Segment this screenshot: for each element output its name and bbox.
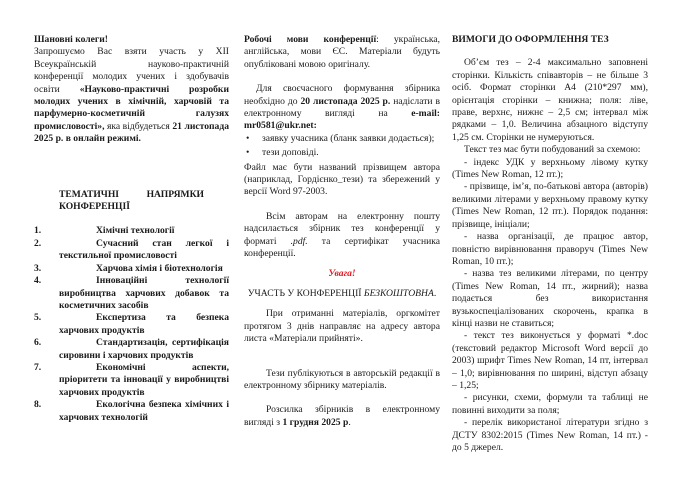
conference-date: 21 листопада 2025 р. в онлайн режимі. bbox=[34, 120, 229, 145]
scheme-item: - назва організації, де працює автор, повністю вирівнювання праворуч (Times New Roman, 10 пт.); bbox=[452, 231, 648, 267]
topic-label: Сучасний стан легкої і текстильної промисловості bbox=[59, 237, 229, 262]
submission-item bbox=[244, 147, 440, 159]
topic-item bbox=[34, 225, 229, 237]
topic-number: 6. bbox=[34, 337, 42, 349]
free-text: УЧАСТЬ У КОНФЕРЕНЦІЇ bbox=[247, 287, 364, 299]
topic-label: Інноваційні технології виробництва харчових добавок та косметичних засобів bbox=[59, 275, 229, 311]
topic-number: 2. bbox=[34, 237, 42, 249]
topic-label: Хімічні технології bbox=[96, 225, 175, 237]
topic-item bbox=[34, 337, 229, 362]
topic-item bbox=[34, 263, 229, 275]
authors-text-2: та сертифікат учасника конференції. bbox=[244, 235, 440, 260]
topic-item bbox=[34, 399, 229, 424]
deadline-text-2: надіслати в електронному вигляді на bbox=[244, 95, 440, 120]
topic-item bbox=[34, 275, 229, 312]
column-submission bbox=[244, 34, 440, 429]
topic-number: 7. bbox=[34, 361, 42, 373]
languages-paragraph bbox=[244, 34, 440, 71]
scheme-item: - прізвище, ім’я, по-батькові автора (авторів) великими літерами у верхньому правому кутку (Times New Roman, 12 пт.). Порядок подання: прізвище, ініціали; bbox=[452, 181, 648, 230]
topic-label: Економічні аспекти, пріоритети та інновації у виробництві харчових продуктів bbox=[59, 361, 229, 398]
deadline-date: 20 листопада 2025 р. bbox=[300, 95, 391, 107]
topic-number: 5. bbox=[34, 312, 42, 324]
column-invitation bbox=[34, 34, 229, 424]
topic-number: 4. bbox=[34, 275, 42, 287]
invitation-text: Запрошуємо Вас взяти участь у XII Всеукраїнській науково-практичній конференції молодих учених і здобувачів освіти bbox=[34, 46, 229, 95]
invitation-paragraph bbox=[34, 46, 229, 145]
requirements-heading: ВИМОГИ ДО ОФОРМЛЕННЯ ТЕЗ bbox=[452, 34, 609, 45]
greeting-heading: Шановні колеги! bbox=[34, 34, 108, 45]
topics-list bbox=[34, 225, 229, 424]
invitation-text-2: яка відбудеться bbox=[104, 120, 173, 132]
topic-label: Експертиза та безпека харчових продуктів bbox=[59, 312, 229, 336]
publish-paragraph: Тези публікуються в авторській редакції в електронному збірнику матеріалів. bbox=[244, 367, 440, 391]
mailing-date: 1 грудня 2025 р bbox=[282, 416, 349, 428]
topic-number: 3. bbox=[34, 262, 42, 274]
free-period: . bbox=[433, 287, 437, 299]
scheme-item: - перелік використаної літератури згідно з ДСТУ 8302:2015 (Times New Roman, 14 пт.) - до 5 джерел. bbox=[452, 417, 648, 453]
topics-heading: ТЕМАТИЧНІ НАПРЯМКИ КОНФЕРЕНЦІЇ bbox=[59, 188, 204, 213]
submission-item-text: тези доповіді. bbox=[262, 147, 319, 159]
bullet-icon: • bbox=[246, 147, 250, 159]
topic-item bbox=[34, 238, 229, 263]
authors-text: Всім авторам на електронну пошту надсилається збірник тез конференції у форматі bbox=[244, 210, 440, 247]
receipt-paragraph: При отриманні матеріалів, оргкомітет протягом 3 днів направляє на адресу автора листа «Матеріали прийняті». bbox=[244, 308, 440, 345]
topic-item bbox=[34, 312, 229, 337]
deadline-text: Для своєчасного формування збірника необхідно до bbox=[244, 83, 440, 107]
submission-item-text: заявку учасника (бланк заявки додається); bbox=[262, 132, 435, 144]
topic-label: Харчова хімія і біотехнологія bbox=[96, 262, 223, 274]
mailing-text: Розсилка збірників в електронному вигляді з bbox=[244, 404, 440, 428]
topic-number: 8. bbox=[34, 399, 42, 411]
free-emphasis: БЕЗКОШТОВНА bbox=[363, 287, 434, 299]
email-label: e-mail: bbox=[411, 108, 440, 120]
topic-item bbox=[34, 362, 229, 399]
pdf-format: .pdf. bbox=[290, 235, 308, 247]
mailing-paragraph bbox=[244, 404, 440, 429]
column-requirements bbox=[452, 34, 648, 454]
attention-label: Увага! bbox=[328, 267, 356, 279]
topic-label: Стандартизація, сертифікація сировини і харчових продуктів bbox=[59, 337, 229, 361]
scheme-item: - рисунки, схеми, формули та таблиці не повинні виходити за поля; bbox=[452, 392, 648, 416]
bullet-icon: • bbox=[246, 132, 250, 144]
languages-label: Робочі мови конференції bbox=[244, 34, 377, 45]
authors-paragraph bbox=[244, 211, 440, 261]
conference-name: «Науково-практичні розробки молодих учених в хімічній, харчовій та парфумерно-косметичній галузях промисловості», bbox=[34, 83, 229, 132]
scheme-item: - індекс УДК у верхньому лівому кутку (Times New Roman, 12 пт.); bbox=[452, 156, 648, 181]
scheme-item: - текст тез виконується у форматі *.doc (текстовий редактор Microsoft Word версії до 2003) шрифт Times New Roman, 14 пт, інтервал – 1,0; вирівнювання по ширині, відступ абзацу – 1,25; bbox=[452, 330, 648, 391]
submission-list bbox=[244, 133, 440, 160]
languages-text: : українська, англійська, мови ЄС. Матеріали будуть опубліковані мовою оригіналу. bbox=[244, 34, 440, 70]
deadline-paragraph bbox=[244, 83, 440, 133]
mailing-period: . bbox=[348, 416, 351, 428]
submission-item bbox=[244, 133, 440, 145]
email-link[interactable]: mr0581@ukr.net: bbox=[244, 120, 317, 132]
file-note: Файл має бути названий прізвищем автора (наприклад, Гордієнко_тези) та збережений у версії Word 97-2003. bbox=[244, 161, 440, 198]
scheme-intro: Текст тез має бути побудований за схемою: bbox=[464, 144, 641, 156]
topic-number: 1. bbox=[34, 225, 42, 237]
free-participation bbox=[244, 288, 440, 300]
volume-paragraph: Об’єм тез – 2-4 максимально заповнені сторінки. Кількість співавторів – не більше 3 осіб. Формат сторінки А4 (210*297 мм), орієнтація сторінки – книжна; поля: ліве, праве, верхнє, нижнє – 2,5 см; інтервал між рядками – 1,0. Величина абзацного відступу 1,25 см. Сторінки не нумеруються. bbox=[452, 57, 648, 143]
scheme-item: - назва тез великими літерами, по центру (Times New Roman, 14 пт., жирний); назва подається без використання вузькоспеціалізованих скорочень, крапка в кінці назви не ставиться; bbox=[452, 268, 648, 329]
topic-label: Екологічна безпека хімічних і харчових технологій bbox=[59, 399, 229, 423]
